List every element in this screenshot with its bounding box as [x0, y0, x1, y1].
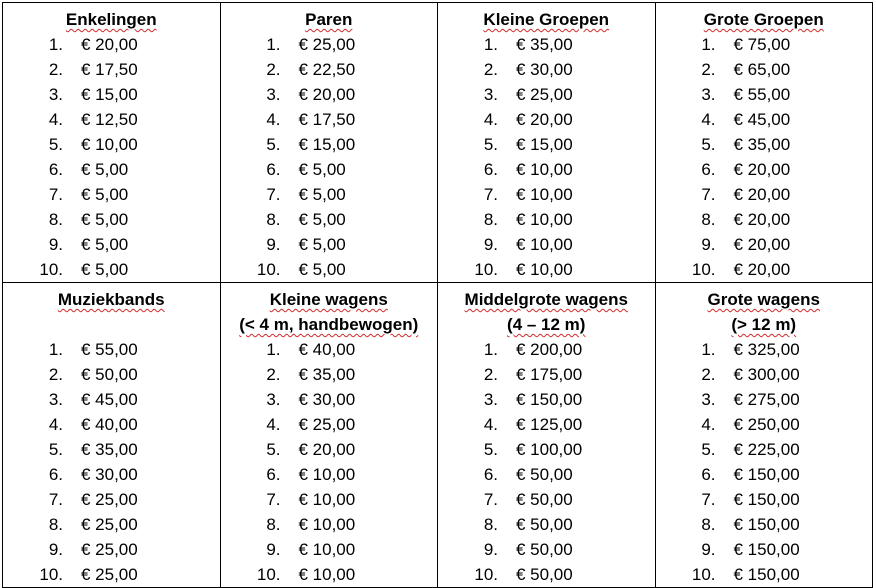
prize-amount: € 150,00 — [733, 490, 800, 509]
prize-amount: € 22,50 — [298, 60, 356, 79]
prize-rank: 1. — [483, 35, 498, 54]
prize-amount: € 50,00 — [516, 540, 573, 559]
prize-rank: 7. — [701, 490, 716, 509]
prize-amount: € 5,00 — [81, 260, 129, 279]
prize-amount: € 20,00 — [298, 440, 356, 459]
prize-amount: € 25,00 — [81, 565, 138, 584]
prize-amount: € 30,00 — [516, 60, 573, 79]
prize-item — [656, 82, 873, 107]
prize-amount: € 10,00 — [516, 260, 573, 279]
prize-item — [221, 487, 438, 512]
prize-item — [656, 487, 873, 512]
prize-rank: 6. — [266, 160, 281, 179]
category-header — [656, 7, 873, 32]
prize-item — [656, 57, 873, 82]
prize-rank: 8. — [48, 515, 63, 534]
category-cell — [220, 3, 438, 283]
prize-item — [221, 132, 438, 157]
prize-item — [221, 562, 438, 587]
prize-rank: 7. — [48, 490, 63, 509]
category-title — [438, 7, 655, 32]
prize-amount: € 17,50 — [81, 60, 138, 79]
prize-amount: € 10,00 — [516, 235, 573, 254]
prize-amount: € 20,00 — [733, 235, 791, 254]
prize-rank: 5. — [48, 135, 63, 154]
prize-item — [3, 82, 220, 107]
category-title-text: Grote Groepen — [703, 10, 824, 29]
prize-item — [438, 562, 655, 587]
prize-rank: 2. — [48, 365, 63, 384]
category-header — [656, 287, 873, 337]
prize-amount: € 25,00 — [298, 415, 356, 434]
prize-amount: € 55,00 — [733, 85, 791, 104]
prize-amount: € 12,50 — [81, 110, 138, 129]
prize-amount: € 15,00 — [298, 135, 356, 154]
prize-amount: € 10,00 — [298, 490, 356, 509]
prize-amount: € 25,00 — [81, 515, 138, 534]
prize-rank: 3. — [48, 85, 63, 104]
prize-amount: € 200,00 — [516, 340, 583, 359]
prize-item — [3, 32, 220, 57]
prize-item — [3, 412, 220, 437]
category-cell — [655, 283, 873, 588]
prize-amount: € 10,00 — [298, 565, 356, 584]
prize-item — [3, 437, 220, 462]
category-title — [221, 287, 438, 312]
prize-rank: 10. — [39, 565, 63, 584]
prize-rank: 7. — [483, 185, 498, 204]
prize-list — [221, 337, 438, 587]
prize-rank: 2. — [266, 60, 281, 79]
prize-table-row — [3, 283, 873, 588]
prize-list — [3, 337, 220, 587]
prize-amount: € 10,00 — [81, 135, 138, 154]
prize-rank: 3. — [48, 390, 63, 409]
prize-amount: € 10,00 — [516, 185, 573, 204]
prize-rank: 1. — [266, 340, 281, 359]
prize-rank: 7. — [266, 185, 281, 204]
prize-amount: € 5,00 — [81, 235, 129, 254]
prize-amount: € 5,00 — [298, 185, 346, 204]
prize-amount: € 5,00 — [298, 160, 346, 179]
prize-amount: € 5,00 — [298, 210, 346, 229]
prize-item — [438, 537, 655, 562]
prize-amount: € 25,00 — [516, 85, 573, 104]
prize-amount: € 5,00 — [298, 260, 346, 279]
category-title-text: Kleine wagens — [269, 290, 388, 309]
prize-list — [438, 337, 655, 587]
prize-rank: 4. — [701, 415, 716, 434]
prize-rank: 9. — [266, 235, 281, 254]
category-cell — [655, 3, 873, 283]
category-subtitle-text: (< 4 m, handbewogen) — [239, 315, 419, 334]
category-cell — [438, 3, 656, 283]
prize-item — [438, 107, 655, 132]
prize-amount: € 325,00 — [733, 340, 800, 359]
prize-amount: € 35,00 — [733, 135, 791, 154]
prize-rank: 6. — [701, 465, 716, 484]
prize-rank: 3. — [701, 85, 716, 104]
prize-rank: 4. — [266, 110, 281, 129]
prize-amount: € 150,00 — [733, 515, 800, 534]
category-header — [221, 287, 438, 337]
prize-item — [438, 207, 655, 232]
prize-item — [221, 157, 438, 182]
prize-amount: € 150,00 — [516, 390, 583, 409]
prize-rank: 9. — [483, 235, 498, 254]
prize-item — [656, 337, 873, 362]
prize-item — [3, 387, 220, 412]
category-cell — [3, 283, 221, 588]
category-title — [3, 287, 220, 312]
prize-amount: € 45,00 — [81, 390, 138, 409]
prize-item — [656, 462, 873, 487]
prize-rank: 7. — [483, 490, 498, 509]
prize-amount: € 17,50 — [298, 110, 356, 129]
prize-item — [221, 387, 438, 412]
category-subtitle — [656, 312, 873, 337]
category-title-text: Kleine Groepen — [483, 10, 610, 29]
prize-rank: 10. — [691, 260, 716, 279]
prize-rank: 10. — [256, 565, 281, 584]
prize-item — [221, 82, 438, 107]
prize-amount: € 5,00 — [81, 210, 129, 229]
prize-item — [656, 32, 873, 57]
prize-amount: € 50,00 — [81, 365, 138, 384]
prize-rank: 7. — [701, 185, 716, 204]
prize-rank: 4. — [48, 415, 63, 434]
prize-amount: € 50,00 — [516, 490, 573, 509]
prize-rank: 8. — [266, 515, 281, 534]
prize-rank: 2. — [701, 365, 716, 384]
prize-amount: € 20,00 — [733, 185, 791, 204]
prize-amount: € 30,00 — [298, 390, 356, 409]
prize-rank: 7. — [48, 185, 63, 204]
category-cell — [438, 283, 656, 588]
prize-amount: € 25,00 — [298, 35, 356, 54]
prize-item — [221, 462, 438, 487]
category-block — [438, 3, 655, 282]
prize-rank: 4. — [48, 110, 63, 129]
prize-amount: € 50,00 — [516, 465, 573, 484]
prize-amount: € 25,00 — [81, 490, 138, 509]
prize-rank: 3. — [266, 85, 281, 104]
prize-rank: 1. — [701, 35, 716, 54]
category-block — [3, 283, 220, 587]
prize-item — [438, 132, 655, 157]
category-header — [3, 7, 220, 32]
prize-item — [3, 132, 220, 157]
prize-rank: 3. — [483, 390, 498, 409]
prize-amount: € 10,00 — [516, 210, 573, 229]
prize-amount: € 20,00 — [733, 260, 791, 279]
prize-item — [656, 562, 873, 587]
prize-item — [438, 412, 655, 437]
prize-rank: 6. — [483, 465, 498, 484]
prize-list — [656, 337, 873, 587]
prize-amount: € 300,00 — [733, 365, 800, 384]
prize-amount: € 20,00 — [298, 85, 356, 104]
category-title — [656, 287, 873, 312]
prize-amount: € 40,00 — [298, 340, 356, 359]
prize-amount: € 275,00 — [733, 390, 800, 409]
prize-item — [221, 512, 438, 537]
prize-item — [3, 337, 220, 362]
prize-item — [656, 512, 873, 537]
prize-rank: 5. — [483, 440, 498, 459]
prize-rank: 9. — [48, 235, 63, 254]
prize-list — [221, 32, 438, 282]
prize-rank: 5. — [266, 135, 281, 154]
prize-item — [3, 537, 220, 562]
prize-table-row — [3, 3, 873, 283]
category-subtitle — [221, 312, 438, 337]
prize-amount: € 15,00 — [81, 85, 138, 104]
category-header — [3, 287, 220, 337]
prize-amount: € 10,00 — [298, 465, 356, 484]
prize-item — [221, 107, 438, 132]
prize-item — [221, 337, 438, 362]
prize-item — [3, 57, 220, 82]
prize-amount: € 55,00 — [81, 340, 138, 359]
category-title-text: Enkelingen — [65, 10, 157, 29]
prize-amount: € 35,00 — [516, 35, 573, 54]
prize-rank: 6. — [266, 465, 281, 484]
prize-rank: 1. — [48, 35, 63, 54]
prize-rank: 10. — [256, 260, 281, 279]
prize-item — [3, 257, 220, 282]
category-title-text: Middelgrote wagens — [464, 290, 628, 309]
prize-amount: € 25,00 — [81, 540, 138, 559]
prize-rank: 5. — [701, 440, 716, 459]
prize-rank: 5. — [48, 440, 63, 459]
prize-item — [221, 537, 438, 562]
prize-amount: € 35,00 — [81, 440, 138, 459]
prize-amount: € 50,00 — [516, 565, 573, 584]
prize-item — [221, 57, 438, 82]
prize-item — [438, 337, 655, 362]
category-subtitle-text: (> 12 m) — [731, 315, 797, 334]
prize-rank: 10. — [474, 565, 498, 584]
prize-amount: € 175,00 — [516, 365, 583, 384]
prize-item — [438, 57, 655, 82]
prize-item — [438, 82, 655, 107]
prize-rank: 9. — [48, 540, 63, 559]
prize-rank: 1. — [48, 340, 63, 359]
prize-rank: 1. — [701, 340, 716, 359]
prize-item — [656, 437, 873, 462]
prize-item — [656, 132, 873, 157]
prize-item — [438, 487, 655, 512]
category-cell — [220, 283, 438, 588]
prize-item — [438, 232, 655, 257]
prize-table — [2, 2, 873, 588]
category-header — [221, 7, 438, 32]
prize-amount: € 20,00 — [81, 35, 138, 54]
category-cell — [3, 3, 221, 283]
prize-rank: 2. — [483, 365, 498, 384]
prize-rank: 1. — [266, 35, 281, 54]
prize-item — [221, 207, 438, 232]
prize-rank: 2. — [701, 60, 716, 79]
prize-rank: 9. — [701, 235, 716, 254]
prize-item — [3, 232, 220, 257]
prize-item — [221, 362, 438, 387]
prize-item — [656, 182, 873, 207]
prize-amount: € 45,00 — [733, 110, 791, 129]
prize-amount: € 30,00 — [81, 465, 138, 484]
category-title — [221, 7, 438, 32]
prize-item — [438, 257, 655, 282]
prize-item — [438, 387, 655, 412]
prize-amount: € 10,00 — [516, 160, 573, 179]
prize-item — [221, 32, 438, 57]
category-block — [656, 283, 873, 587]
prize-item — [3, 207, 220, 232]
category-subtitle-text: (4 – 12 m) — [507, 315, 586, 334]
prize-amount: € 40,00 — [81, 415, 138, 434]
prize-item — [438, 157, 655, 182]
prize-item — [3, 512, 220, 537]
prize-rank: 5. — [266, 440, 281, 459]
category-title-text: Paren — [305, 10, 353, 29]
prize-amount: € 10,00 — [298, 515, 356, 534]
prize-item — [438, 182, 655, 207]
prize-amount: € 10,00 — [298, 540, 356, 559]
prize-rank: 8. — [701, 210, 716, 229]
prize-amount: € 5,00 — [81, 160, 129, 179]
prize-rank: 4. — [266, 415, 281, 434]
prize-item — [656, 107, 873, 132]
prize-amount: € 20,00 — [733, 160, 791, 179]
prize-list — [656, 32, 873, 282]
prize-rank: 9. — [483, 540, 498, 559]
category-title — [656, 7, 873, 32]
prize-amount: € 150,00 — [733, 565, 800, 584]
prize-rank: 6. — [48, 465, 63, 484]
prize-amount: € 5,00 — [81, 185, 129, 204]
prize-amount: € 65,00 — [733, 60, 791, 79]
prize-amount: € 150,00 — [733, 465, 800, 484]
prize-item — [656, 207, 873, 232]
prize-item — [656, 412, 873, 437]
prize-rank: 2. — [266, 365, 281, 384]
prize-amount: € 150,00 — [733, 540, 800, 559]
prize-rank: 9. — [701, 540, 716, 559]
prize-amount: € 35,00 — [298, 365, 356, 384]
prize-item — [438, 437, 655, 462]
prize-item — [438, 462, 655, 487]
prize-amount: € 50,00 — [516, 515, 573, 534]
prize-amount: € 100,00 — [516, 440, 583, 459]
prize-item — [3, 487, 220, 512]
category-block — [221, 3, 438, 282]
prize-amount: € 20,00 — [733, 210, 791, 229]
prize-item — [221, 182, 438, 207]
prize-rank: 6. — [483, 160, 498, 179]
prize-rank: 4. — [701, 110, 716, 129]
prize-amount: € 15,00 — [516, 135, 573, 154]
prize-amount: € 250,00 — [733, 415, 800, 434]
prize-item — [3, 107, 220, 132]
prize-rank: 10. — [691, 565, 716, 584]
prize-rank: 8. — [483, 210, 498, 229]
prize-rank: 8. — [266, 210, 281, 229]
category-header — [438, 7, 655, 32]
prize-amount: € 75,00 — [733, 35, 791, 54]
prize-amount: € 20,00 — [516, 110, 573, 129]
prize-item — [656, 157, 873, 182]
prize-item — [3, 157, 220, 182]
prize-amount: € 5,00 — [298, 235, 346, 254]
prize-rank: 7. — [266, 490, 281, 509]
prize-item — [656, 232, 873, 257]
prize-rank: 3. — [701, 390, 716, 409]
prize-rank: 5. — [701, 135, 716, 154]
prize-item — [656, 387, 873, 412]
prize-rank: 5. — [483, 135, 498, 154]
prize-item — [3, 362, 220, 387]
prize-rank: 3. — [483, 85, 498, 104]
category-block — [221, 283, 438, 587]
prize-item — [221, 412, 438, 437]
prize-item — [3, 462, 220, 487]
prize-rank: 10. — [474, 260, 498, 279]
prize-item — [3, 562, 220, 587]
category-block — [438, 283, 655, 587]
prize-item — [656, 537, 873, 562]
prize-amount: € 125,00 — [516, 415, 583, 434]
prize-rank: 4. — [483, 415, 498, 434]
category-title-text: Grote wagens — [707, 290, 820, 309]
prize-rank: 10. — [39, 260, 63, 279]
prize-list — [438, 32, 655, 282]
prize-rank: 8. — [483, 515, 498, 534]
prize-rank: 2. — [483, 60, 498, 79]
prize-item — [438, 362, 655, 387]
prize-item — [438, 32, 655, 57]
category-title — [3, 7, 220, 32]
prize-list — [3, 32, 220, 282]
prize-rank: 8. — [48, 210, 63, 229]
prize-item — [3, 182, 220, 207]
prize-item — [656, 362, 873, 387]
prize-item — [221, 257, 438, 282]
prize-item — [221, 437, 438, 462]
category-header — [438, 287, 655, 337]
prize-rank: 6. — [701, 160, 716, 179]
prize-rank: 4. — [483, 110, 498, 129]
prize-rank: 9. — [266, 540, 281, 559]
category-block — [3, 3, 220, 282]
prize-rank: 6. — [48, 160, 63, 179]
category-title — [438, 287, 655, 312]
prize-item — [438, 512, 655, 537]
category-block — [656, 3, 873, 282]
prize-item — [221, 232, 438, 257]
prize-amount: € 225,00 — [733, 440, 800, 459]
prize-rank: 3. — [266, 390, 281, 409]
prize-rank: 2. — [48, 60, 63, 79]
category-subtitle — [438, 312, 655, 337]
category-title-text: Muziekbands — [57, 290, 165, 309]
prize-item — [656, 257, 873, 282]
prize-rank: 1. — [483, 340, 498, 359]
prize-rank: 8. — [701, 515, 716, 534]
